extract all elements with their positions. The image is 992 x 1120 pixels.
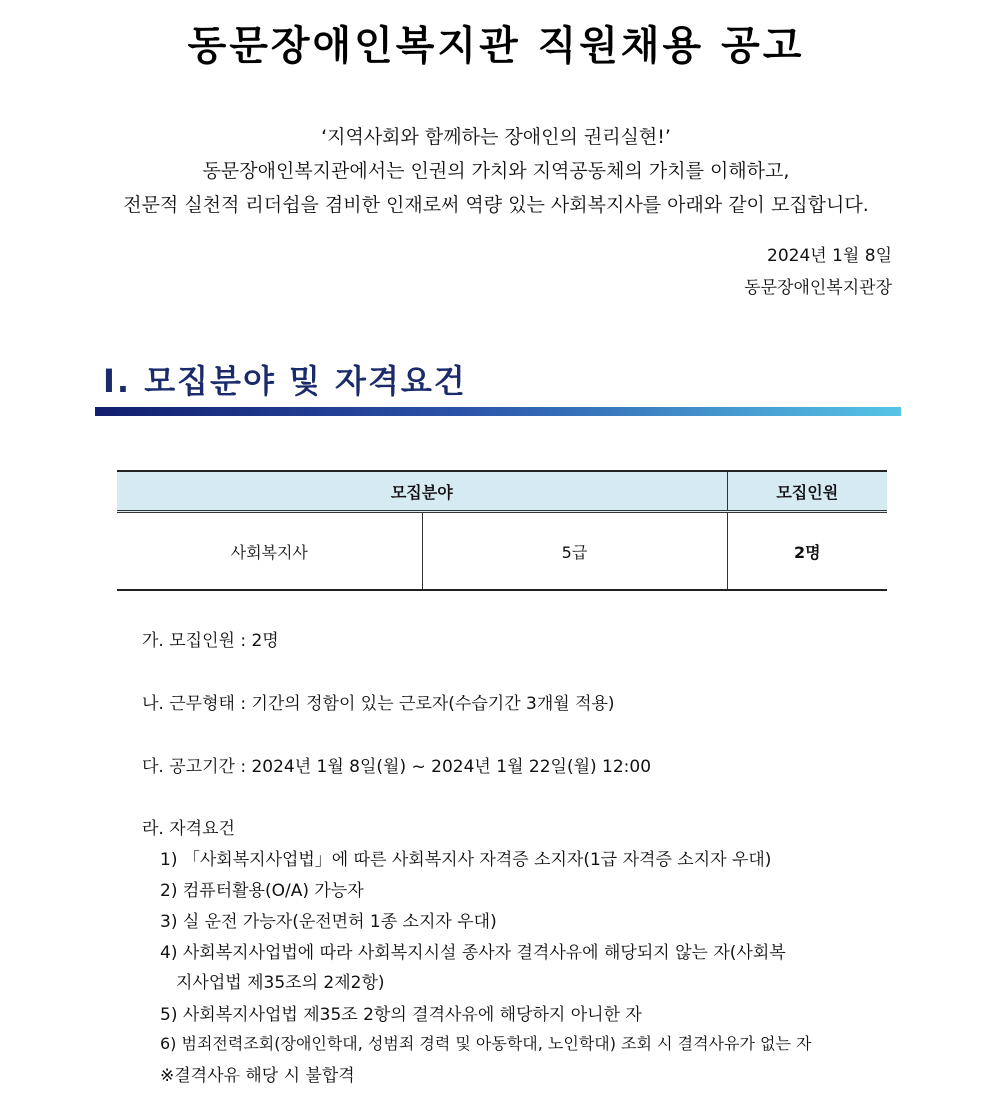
item-na: 나. 근무형태 : 기간의 정함이 있는 근로자(수습기간 3개월 적용) bbox=[142, 694, 615, 714]
section-heading: Ⅰ. 모집분야 및 자격요건 bbox=[103, 362, 467, 400]
item-ga: 가. 모집인원 : 2명 bbox=[142, 631, 279, 651]
page-title: 동문장애인복지관 직원채용 공고 bbox=[187, 23, 805, 69]
requirement-6: 6) 범죄전력조회(장애인학대, 성범죄 경력 및 아동학대, 노인학대) 조회 시 결격사유가 없는 자 bbox=[160, 1034, 812, 1053]
cell-field: 사회복지사 bbox=[117, 512, 422, 591]
intro-line-2: 동문장애인복지관에서는 인권의 가치와 지역공동체의 가치를 이해하고, bbox=[202, 160, 790, 182]
intro-line-3: 전문적 실천적 리더쉽을 겸비한 인재로써 역량 있는 사회복지사를 아래와 같이 모집합니다. bbox=[123, 194, 869, 216]
recruitment-table bbox=[117, 470, 887, 591]
header-count: 모집인원 bbox=[727, 471, 887, 512]
requirement-5: 5) 사회복지사업법 제35조 2항의 결격사유에 해당하지 아니한 자 bbox=[160, 1005, 642, 1025]
signer-name: 동문장애인복지관장 bbox=[744, 278, 892, 298]
intro-text bbox=[0, 120, 992, 222]
table-header-row bbox=[117, 471, 887, 512]
cell-count: 2명 bbox=[727, 512, 887, 591]
item-da: 다. 공고기간 : 2024년 1월 8일(월) ~ 2024년 1월 22일(월) 12:00 bbox=[142, 757, 652, 777]
cell-grade: 5급 bbox=[422, 512, 727, 591]
requirement-4-continued: 지사업법 제35조의 2제2항) bbox=[176, 973, 385, 993]
requirement-2: 2) 컴퓨터활용(O/A) 가능자 bbox=[160, 881, 364, 901]
section-divider-bar bbox=[95, 407, 901, 416]
disqualification-note: ※결격사유 해당 시 불합격 bbox=[160, 1066, 355, 1086]
requirement-3: 3) 실 운전 가능자(운전면허 1종 소지자 우대) bbox=[160, 912, 497, 932]
requirement-4: 4) 사회복지사업법에 따라 사회복지시설 종사자 결격사유에 해당되지 않는 자(사회복 bbox=[160, 943, 786, 963]
intro-slogan: ‘지역사회와 함께하는 장애인의 권리실현!’ bbox=[321, 126, 671, 148]
requirement-1: 1) 「사회복지사업법」에 따른 사회복지사 자격증 소지자(1급 자격증 소지자 우대) bbox=[160, 850, 772, 870]
signature-block bbox=[744, 240, 892, 304]
table-row bbox=[117, 512, 887, 591]
item-ra: 라. 자격요건 bbox=[142, 819, 235, 839]
header-field: 모집분야 bbox=[117, 471, 727, 512]
announcement-date: 2024년 1월 8일 bbox=[767, 246, 892, 266]
